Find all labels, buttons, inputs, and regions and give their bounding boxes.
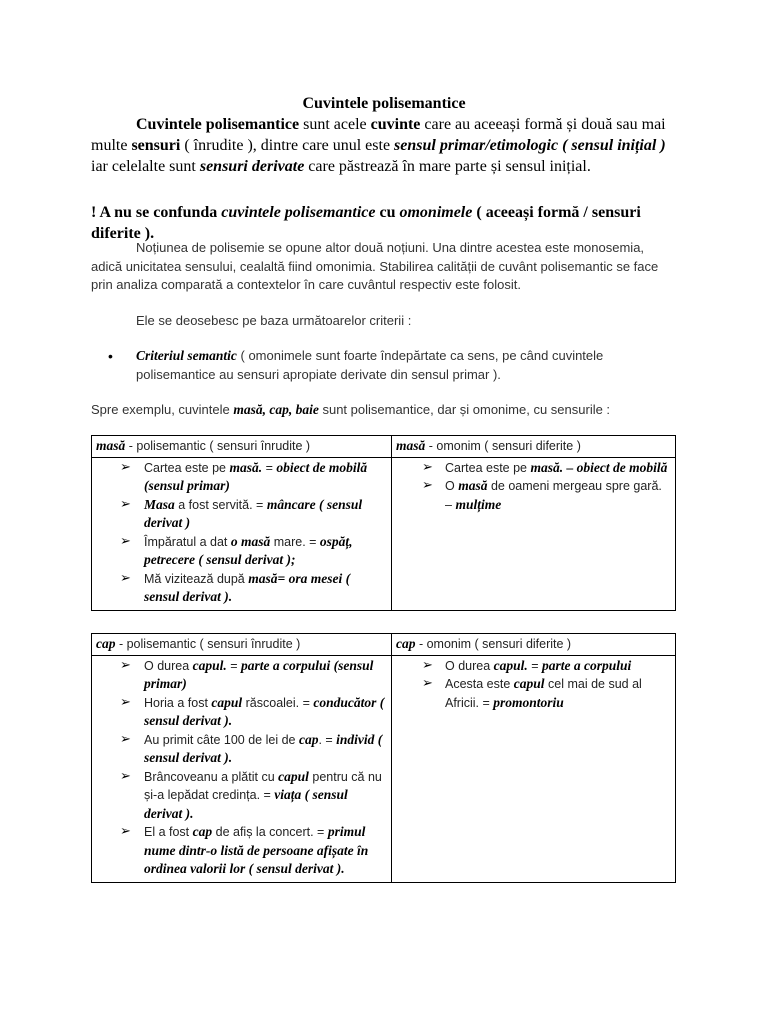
table-cap	[91, 633, 676, 883]
arrow-bullet-icon: ➢	[422, 676, 433, 691]
item-word: masă.	[229, 459, 263, 475]
header-omonim	[392, 436, 676, 458]
example-list	[396, 657, 671, 713]
item-word: Masa	[144, 496, 175, 512]
list-item	[96, 694, 387, 731]
item-text: El a fost	[144, 825, 193, 839]
arrow-bullet-icon: ➢	[120, 768, 131, 784]
item-text: Acesta este	[445, 677, 514, 691]
arrow-bullet-icon: ➢	[120, 570, 131, 586]
item-text: =	[527, 658, 543, 673]
arrow-bullet-icon: ➢	[120, 496, 131, 512]
table-row	[92, 457, 676, 610]
intro-term-derived: sensuri derivate	[199, 158, 305, 175]
bullet-icon: •	[108, 348, 113, 364]
example-text: Spre exemplu, cuvintele	[91, 402, 234, 417]
item-text: răscoalei. =	[242, 695, 314, 710]
item-text: de afiș la concert. =	[212, 825, 328, 839]
warning-text: cu	[375, 204, 400, 221]
list-item	[396, 459, 671, 478]
item-word: capul.	[493, 657, 528, 673]
item-meaning: obiect de mobilă	[576, 459, 668, 475]
item-text: Cartea este pe	[144, 460, 230, 475]
cell-omonim	[392, 457, 676, 610]
intro-text: sunt acele	[299, 116, 371, 133]
item-word: o masă	[230, 533, 271, 549]
arrow-bullet-icon: ➢	[120, 694, 131, 710]
header-polisemantic	[92, 634, 392, 656]
item-meaning: ora mesei ( sensul derivat ).	[144, 570, 351, 604]
table-header-row	[92, 634, 676, 656]
item-text: pentru că nu și-a lepădat credința. =	[144, 769, 382, 802]
arrow-bullet-icon: ➢	[422, 478, 433, 493]
item-meaning: individ ( sensul derivat ).	[144, 731, 383, 765]
body-paragraph-criterii: Ele se deosebesc pe baza următoarelor criterii :	[136, 313, 412, 328]
list-item	[96, 533, 387, 570]
cell-omonim	[392, 655, 676, 882]
item-text: =	[226, 658, 242, 673]
item-word: masă.	[530, 459, 564, 475]
item-meaning: parte a corpului (sensul primar)	[144, 657, 374, 691]
list-item	[96, 823, 387, 879]
header-word: cap	[96, 636, 116, 651]
item-text: Brâncoveanu a plătit cu	[144, 769, 279, 784]
header-word: masă	[396, 438, 426, 453]
bullet-label: Criteriul semantic	[136, 348, 237, 363]
item-meaning: primul nume dintr-o listă de persoane afișate în ordinea valorii lor ( sensul derivat ).	[144, 824, 369, 876]
item-word: capul	[211, 694, 243, 710]
list-item	[96, 731, 387, 768]
item-text: Horia a fost	[144, 695, 212, 710]
intro-text: ( înrudite ), dintre care unul este	[180, 137, 395, 154]
cell-polisemantic	[92, 655, 392, 882]
list-item	[96, 570, 387, 607]
bullet-text	[136, 347, 676, 384]
example-list	[396, 459, 671, 515]
item-text: Cartea este pe	[445, 460, 531, 475]
item-word: cap	[192, 824, 213, 839]
item-meaning: mulțime	[455, 496, 502, 512]
item-text: –	[563, 459, 577, 475]
table-header-row	[92, 436, 676, 458]
warning-text: ! A nu se confunda	[91, 204, 222, 221]
header-word: cap	[396, 636, 416, 651]
arrow-bullet-icon: ➢	[120, 459, 131, 475]
intro-text: iar celelalte sunt	[91, 158, 200, 175]
item-text: Împăratul a dat	[144, 534, 231, 549]
header-word: masă	[96, 438, 126, 453]
item-meaning: mâncare ( sensul derivat )	[144, 496, 363, 530]
header-text: - polisemantic ( sensuri înrudite )	[115, 637, 301, 651]
item-meaning: promontoriu	[493, 694, 564, 710]
arrow-bullet-icon: ➢	[120, 657, 131, 673]
intro-text: care păstrează în mare parte și sensul inițial.	[304, 158, 591, 175]
item-text: =	[277, 570, 289, 586]
list-item	[96, 459, 387, 496]
item-word: cap	[298, 731, 319, 747]
example-list	[96, 657, 387, 879]
warning-term: omonimele	[399, 204, 473, 221]
warning-text: ( aceeași formă / sensuri diferite ).	[91, 204, 641, 242]
item-text: de oameni mergeau spre gară. –	[445, 479, 662, 512]
item-text: O durea	[144, 658, 193, 673]
bullet-description: ( omonimele sunt foarte îndepărtate ca sens, pe când cuvintele polisemantice au sensuri apropiate derivate din sensul primar ).	[136, 348, 604, 382]
example-list	[96, 459, 387, 607]
body-paragraph-polisemie: Noțiunea de polisemie se opune altor două noțiuni. Una dintre acestea este monosemia, adică unicitatea sensului, cealaltă fiind omonimia. Stabilirea calității de cuvânt polisemantic se face prin analiza comparată a contextelor în care cuvântul respectiv este folosit.	[91, 240, 659, 292]
page-title: Cuvintele polisemantice	[302, 95, 466, 112]
arrow-bullet-icon: ➢	[422, 459, 433, 475]
list-item	[96, 496, 387, 533]
arrow-bullet-icon: ➢	[120, 533, 131, 549]
item-word: masă	[458, 478, 488, 493]
table-masa	[91, 435, 676, 611]
header-omonim	[392, 634, 676, 656]
header-text: - omonim ( sensuri diferite )	[415, 637, 572, 651]
warning-paragraph	[91, 202, 671, 244]
list-item	[96, 768, 387, 824]
item-text: Mă vizitează după	[144, 571, 249, 586]
warning-term: cuvintele polisemantice	[221, 204, 376, 221]
intro-term-sensuri: sensuri	[131, 137, 181, 154]
item-meaning: parte a corpului	[542, 657, 632, 673]
item-word: masă	[248, 570, 278, 586]
header-text: - polisemantic ( sensuri înrudite )	[125, 439, 311, 453]
body-paragraph-exemplu	[91, 401, 691, 420]
item-text: cel mai de sud al Africii. =	[445, 677, 642, 710]
intro-term-primary: sensul primar/etimologic ( sensul inițial )	[394, 137, 666, 154]
item-meaning: conducător ( sensul derivat ).	[144, 694, 385, 728]
example-text: sunt polisemantice, dar și omonime, cu sensurile :	[318, 402, 611, 417]
header-polisemantic	[92, 436, 392, 458]
item-meaning: ospăț, petrecere ( sensul derivat );	[144, 533, 353, 567]
item-text: O	[445, 479, 459, 493]
item-text: mare. =	[270, 534, 320, 549]
arrow-bullet-icon: ➢	[120, 731, 131, 747]
item-word: capul	[278, 768, 309, 784]
header-text: - omonim ( sensuri diferite )	[425, 439, 581, 453]
example-words: masă, cap, baie	[233, 402, 319, 417]
table-row	[92, 655, 676, 882]
intro-text: care au aceeași formă și două sau mai multe	[91, 116, 666, 154]
item-text: a fost servită. =	[174, 497, 267, 512]
list-item	[396, 675, 671, 712]
cell-polisemantic	[92, 457, 392, 610]
list-item	[396, 657, 671, 676]
item-meaning: obiect de mobilă (sensul primar)	[144, 459, 368, 493]
item-word: capul	[513, 676, 545, 691]
item-meaning: viața ( sensul derivat ).	[144, 787, 348, 821]
item-text: . =	[318, 732, 337, 747]
item-word: capul.	[192, 657, 227, 673]
intro-paragraph	[91, 114, 671, 177]
item-text: Au primit câte 100 de lei de	[144, 732, 299, 747]
intro-term-cuvinte: cuvinte	[370, 116, 421, 133]
list-item	[396, 477, 671, 514]
item-text: O durea	[445, 658, 494, 673]
list-item	[96, 657, 387, 694]
arrow-bullet-icon: ➢	[422, 657, 433, 673]
arrow-bullet-icon: ➢	[120, 824, 131, 839]
intro-term: Cuvintele polisemantice	[136, 116, 300, 133]
item-text: =	[262, 460, 277, 475]
